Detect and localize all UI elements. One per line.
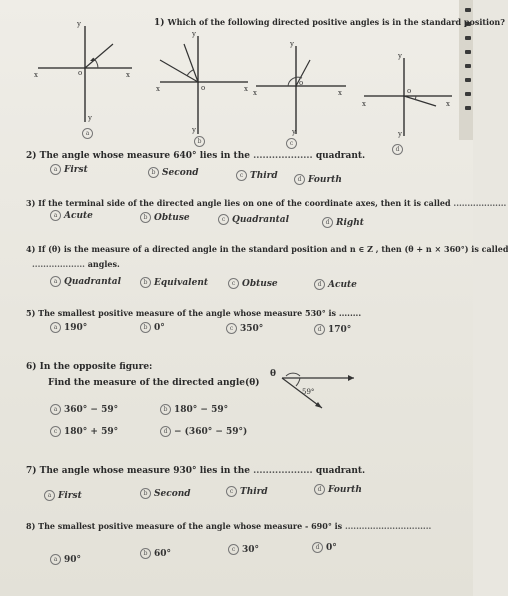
q6-option-a[interactable]: a 360° − 59° <box>50 404 118 415</box>
q1c-x-label-left: x <box>253 89 257 97</box>
q4-option-a[interactable]: a Quadrantal <box>50 276 121 287</box>
q7-option-c[interactable]: c Third <box>226 486 268 497</box>
q1c-y-label-top: y <box>290 40 294 48</box>
q6-figure <box>262 364 362 424</box>
q1c-x-label-right: x <box>338 89 342 97</box>
q6-prompt: 6) In the opposite figure: <box>26 362 153 372</box>
q7-prompt: 7) The angle whose measure 930° lies in the ................... quadrant. <box>26 466 366 476</box>
q1c-y-label-bottom: y <box>292 128 296 136</box>
q1b-y-label-top: y <box>192 30 196 38</box>
q1-diagram-c <box>250 40 350 140</box>
q1d-y-label-top: y <box>398 52 402 60</box>
q2-option-b[interactable]: b Second <box>148 167 199 178</box>
q1-diagram-d <box>356 52 456 142</box>
q6-option-d[interactable]: d − (360° − 59°) <box>160 426 247 437</box>
q1b-x-label-left: x <box>156 85 160 93</box>
q3-option-c[interactable]: c Quadrantal <box>218 214 289 225</box>
q4-option-d[interactable]: d Acute <box>314 279 357 290</box>
q1a-origin-label: o <box>78 69 83 77</box>
q1-number: 1) <box>154 18 165 28</box>
q8-option-d[interactable]: d 0° <box>312 542 337 553</box>
q2-option-d[interactable]: d Fourth <box>294 174 342 185</box>
q1a-y-label-top: y <box>77 20 81 28</box>
q1-text: Which of the following directed positive angles is in the standard position? <box>167 17 505 27</box>
q8-option-b[interactable]: b 60° <box>140 548 171 559</box>
q6-angle-label: 59° <box>302 388 315 396</box>
q1d-x-label-right: x <box>446 100 450 108</box>
q1-option-c-marker[interactable]: c <box>286 138 300 150</box>
q3-option-b[interactable]: b Obtuse <box>140 212 190 223</box>
q1a-x-label-right: x <box>126 71 130 79</box>
q1b-origin-label: o <box>201 84 206 92</box>
q1-option-a-marker[interactable]: a <box>82 128 96 140</box>
q1d-origin-label: o <box>407 87 412 95</box>
q1-prompt <box>154 17 505 29</box>
q7-option-b[interactable]: b Second <box>140 488 191 499</box>
q1a-x-label-left: x <box>34 71 38 79</box>
q5-option-d[interactable]: d 170° <box>314 324 351 335</box>
q8-prompt: 8) The smallest positive measure of the angle whose measure - 690° is ............................... <box>26 521 432 531</box>
q6-theta-label: θ <box>270 369 277 379</box>
q1-option-d-marker[interactable]: d <box>392 144 406 156</box>
q6-option-b[interactable]: b 180° − 59° <box>160 404 228 415</box>
q2-option-c[interactable]: c Third <box>236 170 278 181</box>
q7-option-a[interactable]: a First <box>44 490 82 501</box>
q5-option-a[interactable]: a 190° <box>50 322 87 333</box>
q1-option-b-marker[interactable]: b <box>194 136 208 148</box>
q2-option-a[interactable]: a First <box>50 164 88 175</box>
q1d-x-label-left: x <box>362 100 366 108</box>
q3-option-a[interactable]: a Acute <box>50 210 93 221</box>
q2-prompt: 2) The angle whose measure 640° lies in the ................... quadrant. <box>26 151 366 161</box>
q4-prompt-cont: ................... angles. <box>32 259 120 269</box>
q7-option-d[interactable]: d Fourth <box>314 484 362 495</box>
q1-diagram-b <box>148 30 258 140</box>
q1b-y-label-bottom: y <box>192 126 196 134</box>
q4-option-b[interactable]: b Equivalent <box>140 277 208 288</box>
q5-option-c[interactable]: c 350° <box>226 323 263 334</box>
q8-option-c[interactable]: c 30° <box>228 544 259 555</box>
q5-option-b[interactable]: b 0° <box>140 322 165 333</box>
q8-option-a[interactable]: a 90° <box>50 554 81 565</box>
q1d-y-label-bottom: y <box>398 130 402 138</box>
q6-subprompt: Find the measure of the directed angle(θ) <box>48 378 260 388</box>
q1-diagram-a <box>30 20 140 130</box>
q3-prompt: 3) If the terminal side of the directed angle lies on one of the coordinate axes, then it is called ................... <box>26 198 507 208</box>
q4-prompt: 4) If (θ) is the measure of a directed angle in the standard position and n ∈ Z , then (θ + n × 360°) is called <box>26 244 508 254</box>
q1b-x-label-right: x <box>244 85 248 93</box>
q4-option-c[interactable]: c Obtuse <box>228 278 278 289</box>
q1c-origin-label: o <box>299 79 304 87</box>
q6-option-c[interactable]: c 180° + 59° <box>50 426 118 437</box>
q3-option-d[interactable]: d Right <box>322 217 364 228</box>
q1a-y-label-bottom: y <box>88 114 92 122</box>
q5-prompt: 5) The smallest positive measure of the angle whose measure 530° is ........ <box>26 308 362 318</box>
